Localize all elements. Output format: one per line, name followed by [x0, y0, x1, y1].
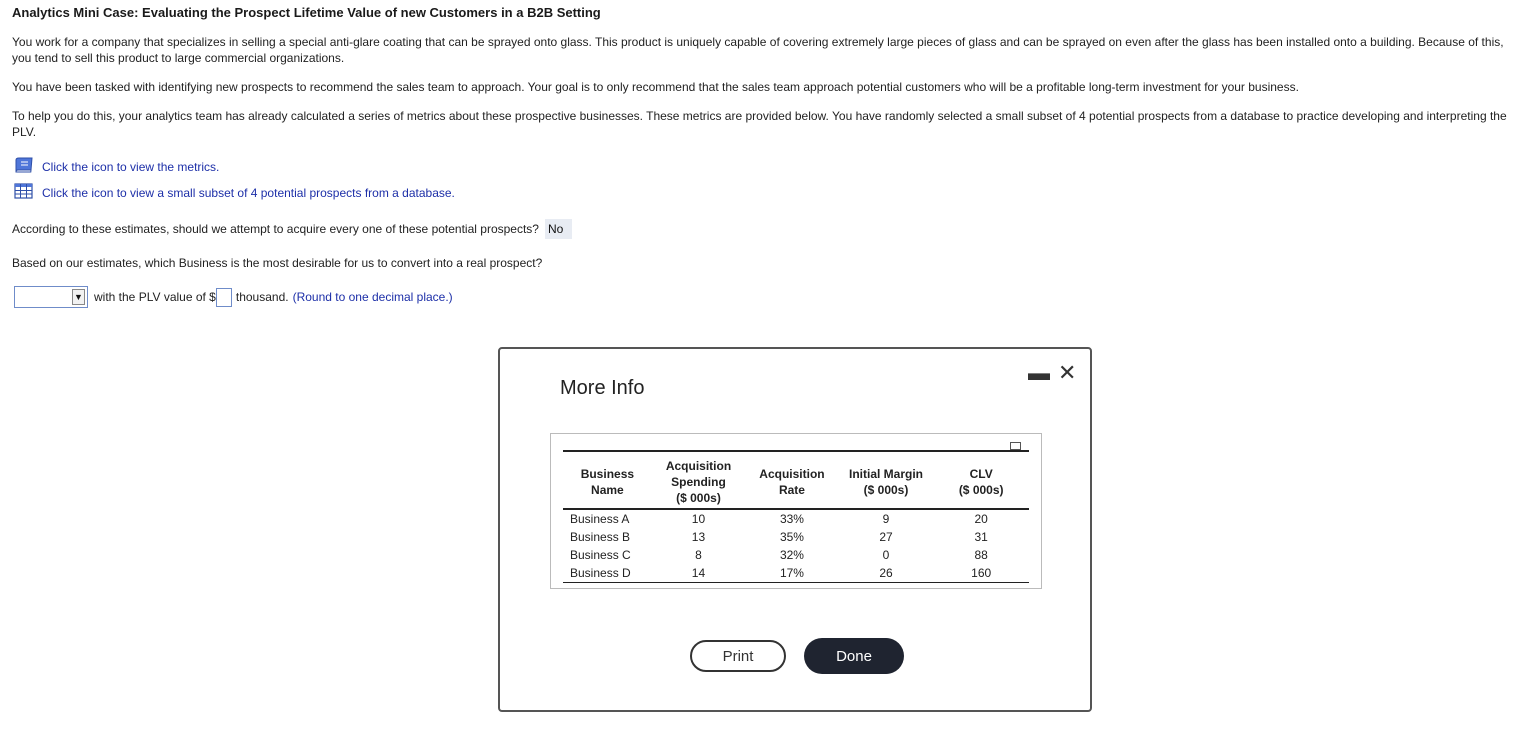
table-row [563, 509, 1029, 528]
cell-name: Business C [570, 548, 631, 562]
business-select[interactable] [14, 286, 88, 308]
question-acquire-all [12, 219, 572, 239]
cell-clv: 88 [974, 548, 988, 562]
cell-name: Business A [570, 512, 630, 526]
cell-spending: 10 [691, 512, 706, 526]
cell-spending: 8 [695, 548, 702, 562]
plv-value-input[interactable] [216, 288, 232, 307]
cell-margin: 9 [882, 512, 890, 526]
question-acquire-all-text: According to these estimates, should we attempt to acquire every one of these potential prospects? [12, 222, 539, 236]
rounding-hint: (Round to one decimal place.) [292, 290, 453, 304]
acquire-all-answer[interactable]: No [545, 219, 572, 239]
intro-paragraph: You work for a company that specializes in selling a special anti-glare coating that can be sprayed onto glass. This product is uniquely capable of covering extremely large pieces of glass and can be sprayed on even after the glass has been installed onto a building. Because of this, you tend to sell this product to large commercial organizations. [12, 35, 1504, 65]
table-header-row [563, 451, 1029, 509]
cell-rate: 32% [779, 548, 804, 562]
cell-margin: 26 [839, 564, 934, 583]
book-icon[interactable] [14, 157, 34, 176]
table-row [563, 564, 1029, 583]
cell-spending: 13 [691, 530, 706, 544]
thousand-label: thousand. [235, 290, 289, 304]
cell-rate: 17% [745, 564, 838, 583]
table-row [563, 546, 1029, 564]
close-icon[interactable]: ✕ [1058, 360, 1077, 385]
more-info-dialog [498, 347, 1092, 712]
metrics-table [563, 450, 1029, 583]
plv-label: with the PLV value of $ [94, 290, 216, 304]
cell-name: Business D [563, 564, 652, 583]
cell-clv: 160 [933, 564, 1029, 583]
popout-icon[interactable] [1010, 442, 1021, 450]
view-prospects-link[interactable] [14, 183, 455, 202]
view-metrics-text[interactable]: Click the icon to view the metrics. [42, 159, 220, 174]
task-paragraph: You have been tasked with identifying new prospects to recommend the sales team to approach. Your goal is to only recommend that the sales team approach potential customers who will be a profitable long-term investment for your business. [12, 80, 1299, 94]
cell-rate: 35% [779, 530, 804, 544]
header-clv: CLV ($ 000s) [933, 451, 1029, 509]
question-most-desirable: Based on our estimates, which Business is the most desirable for us to convert into a real prospect? [12, 256, 543, 270]
cell-margin: 27 [879, 530, 893, 544]
header-acquisition-rate: Acquisition Rate [745, 451, 838, 509]
dialog-title: More Info [560, 377, 645, 399]
cell-spending: 14 [652, 564, 745, 583]
page-title: Analytics Mini Case: Evaluating the Prospect Lifetime Value of new Customers in a B2B Setting [12, 5, 601, 20]
cell-name: Business B [570, 530, 631, 544]
print-button[interactable]: Print [690, 640, 786, 672]
table-grid-icon[interactable] [14, 183, 34, 202]
metrics-table-container [550, 433, 1042, 589]
dropdown-arrow-icon[interactable]: ▼ [72, 289, 85, 305]
cell-clv: 20 [974, 512, 988, 526]
cell-rate: 33% [779, 512, 804, 526]
cell-margin: 0 [882, 548, 890, 562]
minimize-icon[interactable]: ▬ [1028, 360, 1050, 385]
view-prospects-text[interactable]: Click the icon to view a small subset of 4 potential prospects from a database. [42, 185, 455, 200]
done-button[interactable]: Done [804, 638, 904, 674]
header-business-name: Business Name [563, 451, 652, 509]
answer-row [14, 286, 453, 308]
cell-clv: 31 [974, 530, 988, 544]
header-acquisition-spending: Acquisition Spending ($ 000s) [652, 451, 745, 509]
header-initial-margin: Initial Margin ($ 000s) [839, 451, 934, 509]
metrics-paragraph: To help you do this, your analytics team has already calculated a series of metrics about these prospective businesses. These metrics are provided below. You have randomly selected a small subset of 4 potential prospects from a database to practice developing and interpreting the PLV. [12, 109, 1507, 139]
view-metrics-link[interactable] [14, 157, 219, 176]
table-row [563, 528, 1029, 546]
